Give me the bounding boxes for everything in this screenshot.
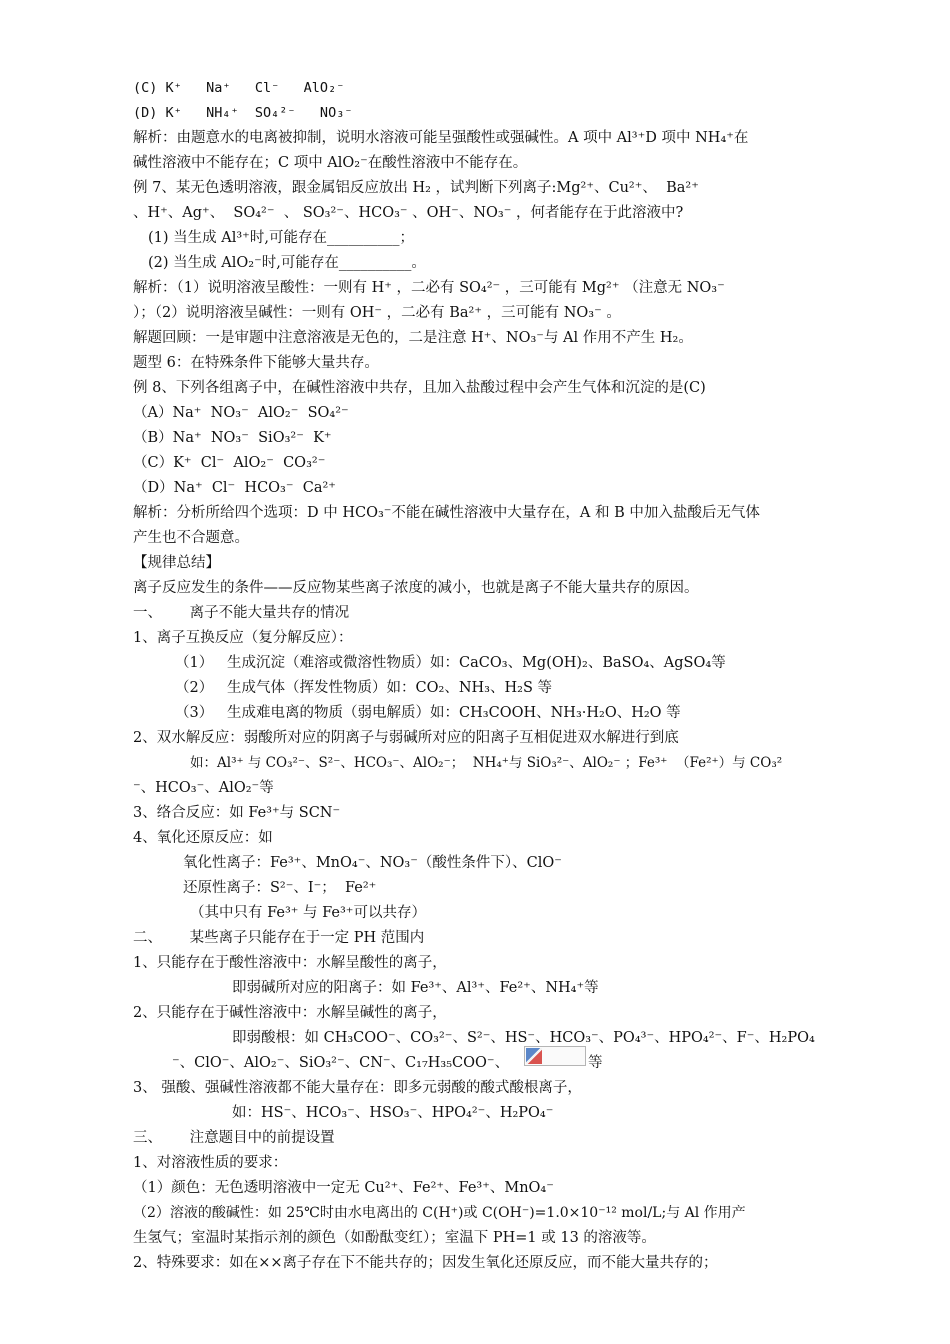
- text-line: （2） 生成气体（挥发性物质）如：CO₂、NH₃、H₂S 等: [175, 680, 552, 696]
- text-line: （D）Na⁺ Cl⁻ HCO₃⁻ Ca²⁺: [133, 480, 336, 496]
- text-line: 、H⁺、Ag⁺、 SO₄²⁻ 、 SO₃²⁻、HCO₃⁻ 、OH⁻、NO₃⁻ ，何者能存在于此溶液中?: [133, 205, 684, 221]
- section-heading: 三、 注意题目中的前提设置: [133, 1130, 335, 1146]
- section-heading: 二、 某些离子只能存在于一定 PH 范围内: [133, 930, 425, 946]
- text-line: 解题回顾：一是审题中注意溶液是无色的，二是注意 H⁺、NO₃⁻与 Al 作用不产生 H₂。: [133, 330, 693, 346]
- text-line: ）；（2）说明溶液呈碱性：一则有 OH⁻ ，二必有 Ba²⁺ ，三可能有 NO₃⁻ 。: [133, 305, 621, 321]
- text-line: 4、氧化还原反应：如: [133, 830, 273, 846]
- text-line: （1）颜色：无色透明溶液中一定无 Cu²⁺、Fe²⁺、Fe³⁺、MnO₄⁻: [133, 1180, 554, 1196]
- text-line: 还原性离子：S²⁻、I⁻； Fe²⁺: [183, 880, 377, 896]
- text-line: ⁻、HCO₃⁻、AlO₂⁻等: [133, 780, 274, 796]
- text-line: 如：Al³⁺ 与 CO₃²⁻、S²⁻、HCO₃⁻、AlO₂⁻； NH₄⁺与 SiO₃²⁻、AlO₂⁻ ；Fe³⁺ （Fe²⁺）与 CO₃²: [190, 755, 783, 771]
- text-line: 碱性溶液中不能存在；C 项中 AlO₂⁻在酸性溶液中不能存在。: [133, 155, 528, 171]
- text-line: 如：HS⁻、HCO₃⁻、HSO₃⁻、HPO₄²⁻、H₂PO₄⁻: [232, 1105, 554, 1121]
- text-line: 1、离子互换反应（复分解反应）：: [133, 630, 353, 646]
- text-line: 离子反应发生的条件——反应物某些离子浓度的减小，也就是离子不能大量共存的原因。: [133, 580, 699, 596]
- text-line: 解析：分析所给四个选项：D 中 HCO₃⁻不能在碱性溶液中大量存在，A 和 B 中加入盐酸后无气体: [133, 505, 760, 521]
- text-line: 2、只能存在于碱性溶液中：水解呈碱性的离子，: [133, 1005, 447, 1021]
- text-line: 氧化性离子：Fe³⁺、MnO₄⁻、NO₃⁻（酸性条件下）、ClO⁻: [183, 855, 562, 871]
- text-line: （3） 生成难电离的物质（弱电解质）如：CH₃COOH、NH₃·H₂O、H₂O 等: [175, 705, 681, 721]
- text-line: 等: [588, 1055, 603, 1071]
- section-heading: 一、 离子不能大量共存的情况: [133, 605, 350, 621]
- text-line: (1) 当生成 Al³⁺时,可能存在__________；: [148, 230, 414, 246]
- text-line: （1） 生成沉淀（难溶或微溶性物质）如：CaCO₃、Mg(OH)₂、BaSO₄、AgSO₄等: [175, 655, 726, 671]
- text-line: （C）K⁺ Cl⁻ AlO₂⁻ CO₃²⁻: [133, 455, 326, 471]
- text-line: (2) 当生成 AlO₂⁻时,可能存在__________。: [148, 255, 426, 271]
- text-line: ⁻、ClO⁻、AlO₂⁻、SiO₃²⁻、CN⁻、C₁₇H₃₅COO⁻、: [172, 1055, 510, 1071]
- text-line: 解析：（1）说明溶液呈酸性：一则有 H⁺ ，二必有 SO₄²⁻ ，三可能有 Mg²⁺ （注意无 NO₃⁻: [133, 280, 725, 296]
- text-line: 即弱酸根：如 CH₃COO⁻、CO₃²⁻、S²⁻、HS⁻、HCO₃⁻、PO₄³⁻、HPO₄²⁻、F⁻、H₂PO₄: [232, 1030, 815, 1046]
- text-line: 即弱碱所对应的阳离子：如 Fe³⁺、Al³⁺、Fe²⁺、NH₄⁺等: [232, 980, 599, 996]
- section-heading: 【规律总结】: [133, 555, 220, 571]
- text-line: 解析：由题意水的电离被抑制，说明水溶液可能呈强酸性或强碱性。A 项中 Al³⁺D 项中 NH₄⁺在: [133, 130, 749, 146]
- text-line: 3、络合反应：如 Fe³⁺与 SCN⁻: [133, 805, 341, 821]
- text-line: 题型 6：在特殊条件下能够大量共存。: [133, 355, 379, 371]
- text-line: 1、只能存在于酸性溶液中：水解呈酸性的离子，: [133, 955, 447, 971]
- text-line: 产生也不合题意。: [133, 530, 249, 546]
- text-line: （A）Na⁺ NO₃⁻ AlO₂⁻ SO₄²⁻: [133, 405, 349, 421]
- text-line: 2、双水解反应：弱酸所对应的阴离子与弱碱所对应的阳离子互相促进双水解进行到底: [133, 730, 679, 746]
- text-line: 例 8、下列各组离子中，在碱性溶液中共存，且加入盐酸过程中会产生气体和沉淀的是(C): [133, 380, 706, 396]
- text-line: （2）溶液的酸碱性：如 25℃时由水电离出的 C(H⁺)或 C(OH⁻)=1.0×10⁻¹² mol/L;与 Al 作用产: [133, 1205, 746, 1221]
- text-line: 例 7、某无色透明溶液，跟金属铝反应放出 H₂ ，试判断下列离子:Mg²⁺、Cu²⁺、 Ba²⁺: [133, 180, 699, 196]
- text-line: 生氢气；室温时某指示剂的颜色（如酚酞变红）；室温下 PH=1 或 13 的溶液等。: [133, 1230, 656, 1246]
- text-line: (C) K⁺ Na⁺ Cl⁻ AlO₂⁻: [133, 80, 345, 96]
- text-line: 3、 强酸、强碱性溶液都不能大量存在：即多元弱酸的酸式酸根离子，: [133, 1080, 582, 1096]
- text-line: (D) K⁺ NH₄⁺ SO₄²⁻ NO₃⁻: [133, 105, 353, 121]
- text-line: 1、对溶液性质的要求：: [133, 1155, 288, 1171]
- text-line: （B）Na⁺ NO₃⁻ SiO₃²⁻ K⁺: [133, 430, 332, 446]
- broken-image-icon: [524, 1046, 586, 1066]
- text-line: （其中只有 Fe³⁺ 与 Fe³⁺可以共存）: [190, 905, 426, 921]
- text-line: 2、特殊要求：如在××离子存在下不能共存的；因发生氧化还原反应，而不能大量共存的；: [133, 1255, 718, 1271]
